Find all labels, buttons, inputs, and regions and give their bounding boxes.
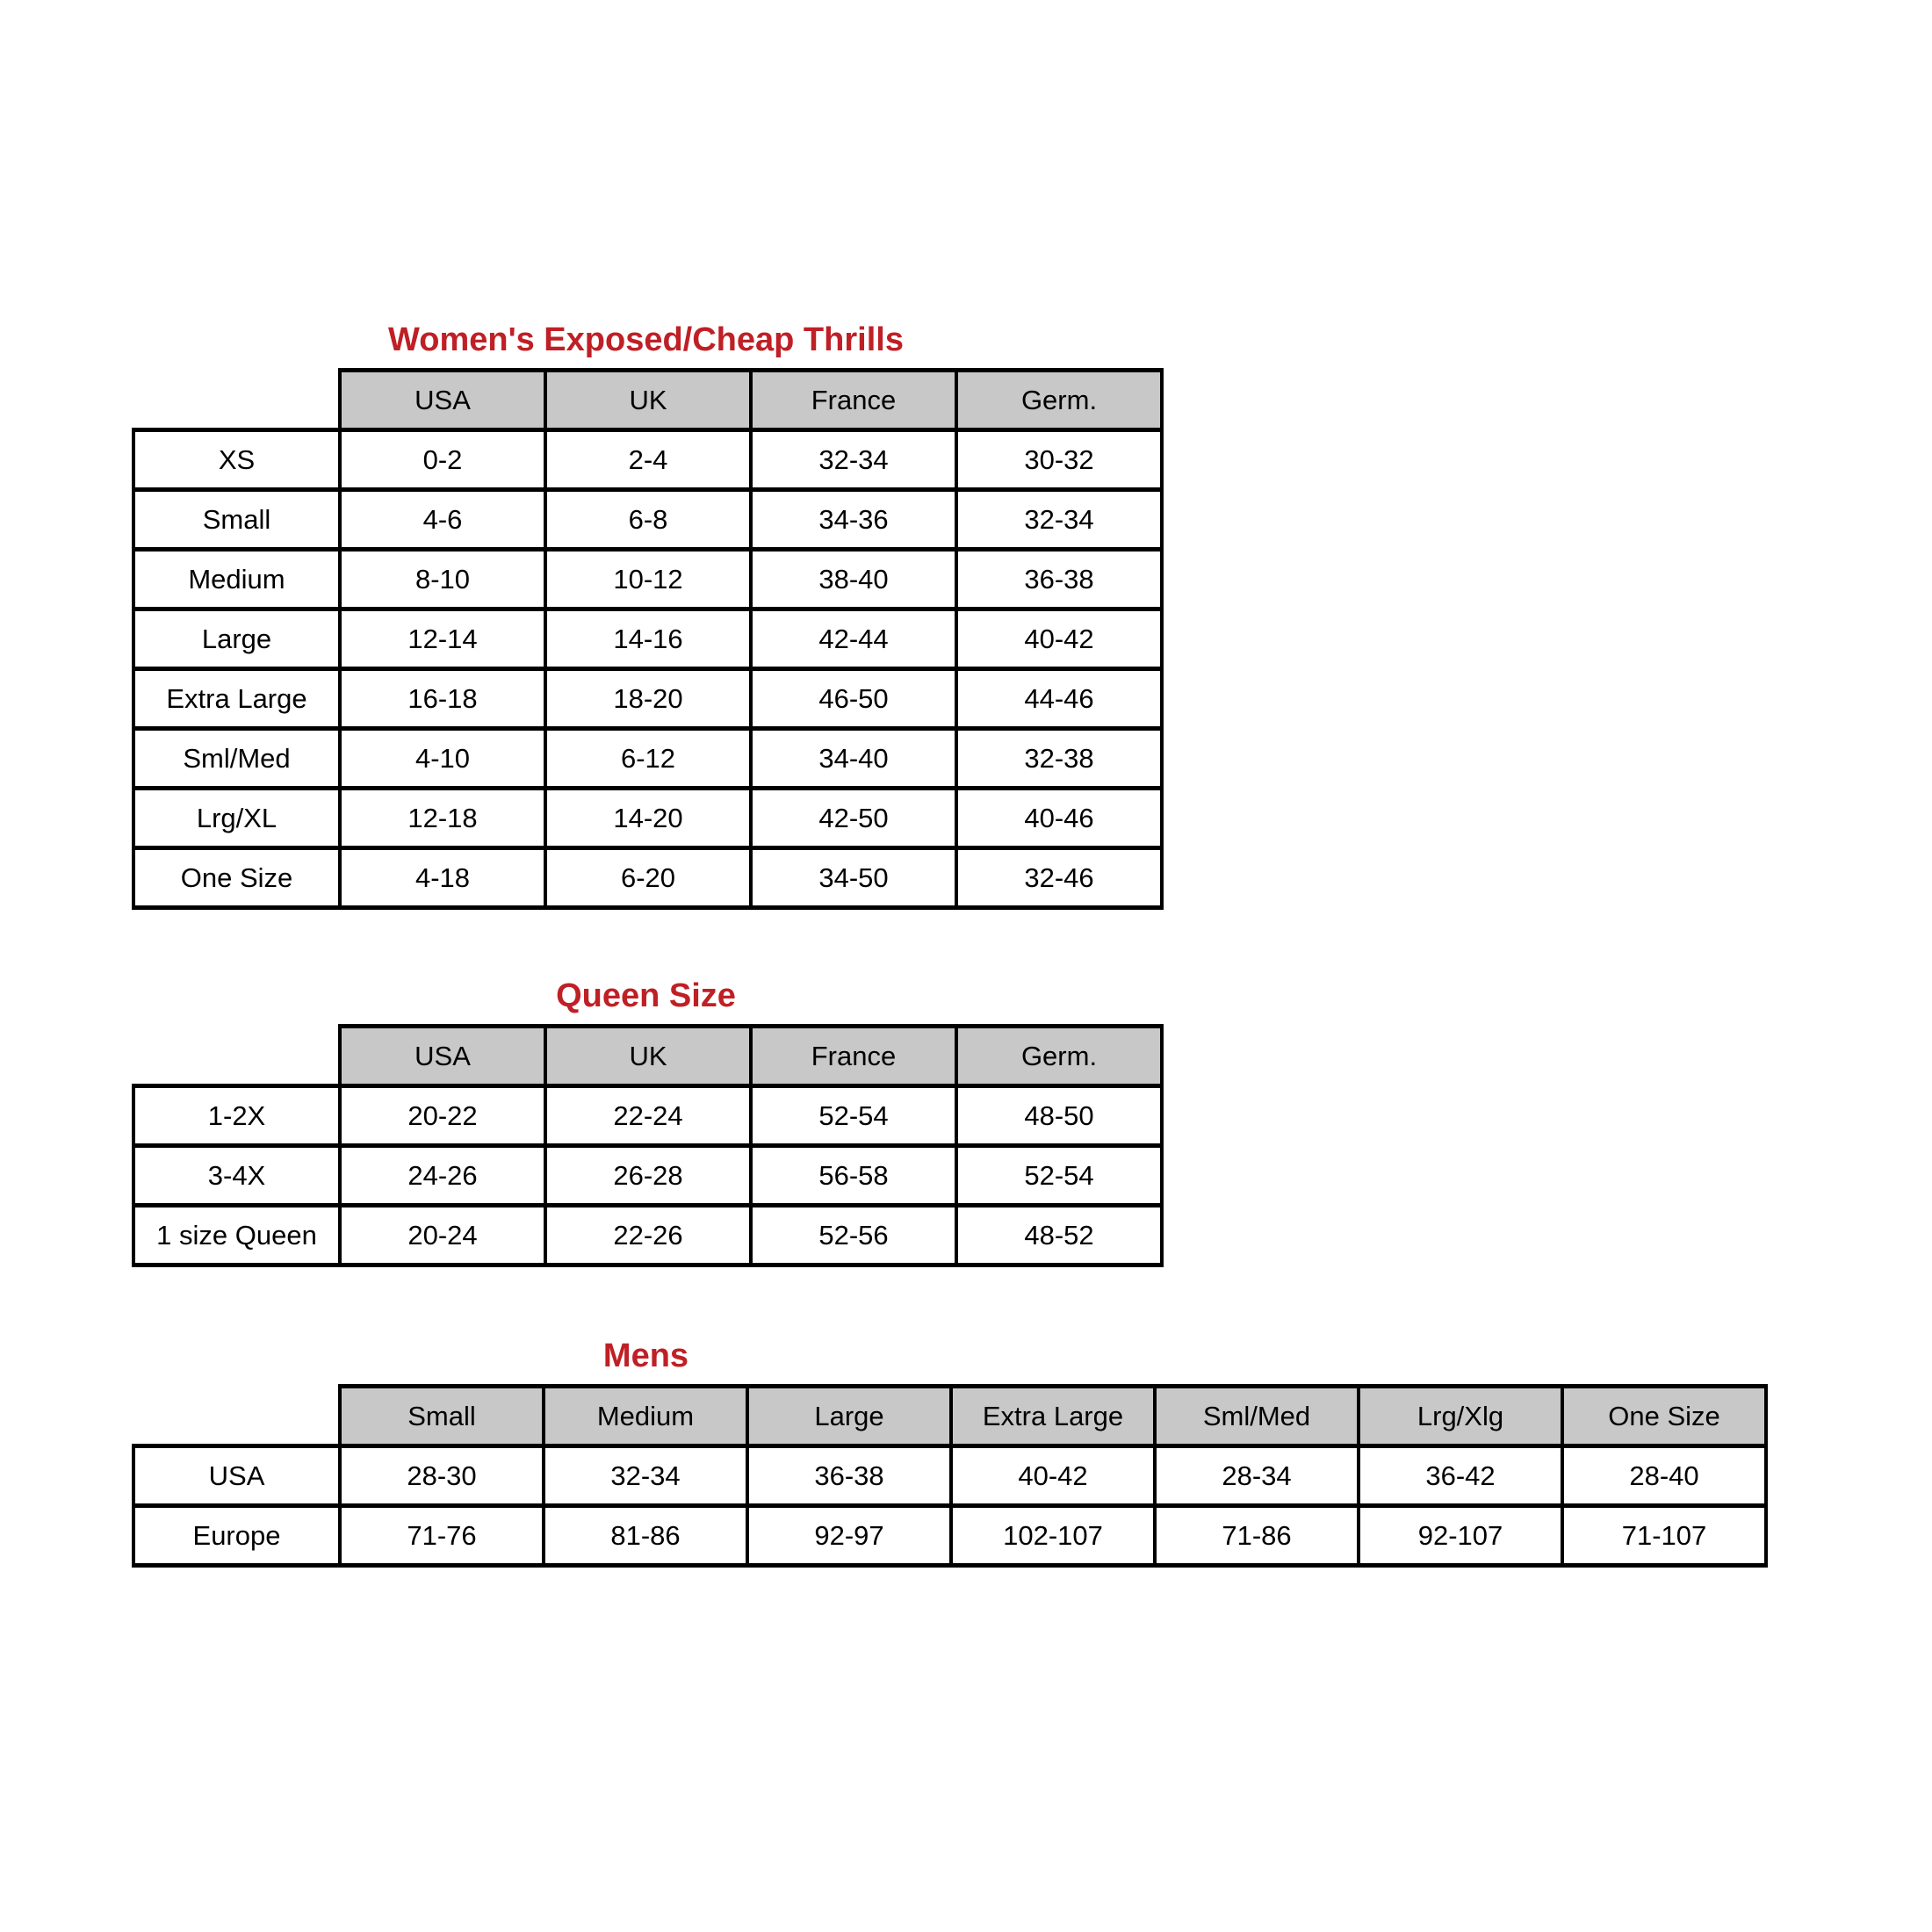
- column-header: Medium: [544, 1387, 747, 1446]
- size-conversion-table: [132, 1384, 1768, 1568]
- size-conversion-table: [132, 1024, 1164, 1267]
- row-label: 3-4X: [133, 1146, 340, 1206]
- size-cell: 42-44: [751, 609, 956, 669]
- size-cell: 52-54: [751, 1086, 956, 1146]
- table-row: [133, 848, 1162, 908]
- row-label: Small: [133, 490, 340, 550]
- size-cell: 14-20: [545, 789, 751, 848]
- column-header: Sml/Med: [1155, 1387, 1359, 1446]
- size-cell: 24-26: [340, 1146, 545, 1206]
- size-cell: 12-14: [340, 609, 545, 669]
- table-row: [133, 1086, 1162, 1146]
- size-cell: 6-8: [545, 490, 751, 550]
- corner-cell: [133, 1027, 340, 1086]
- column-header: Germ.: [956, 371, 1162, 430]
- size-cell: 2-4: [545, 430, 751, 490]
- column-header: France: [751, 371, 956, 430]
- size-cell: 36-38: [956, 550, 1162, 609]
- column-header: Small: [340, 1387, 544, 1446]
- table-row: [133, 430, 1162, 490]
- size-cell: 40-46: [956, 789, 1162, 848]
- row-label: Medium: [133, 550, 340, 609]
- size-cell: 34-50: [751, 848, 956, 908]
- size-cell: 92-97: [747, 1506, 951, 1566]
- size-cell: 48-52: [956, 1206, 1162, 1265]
- header-row: [133, 1027, 1162, 1086]
- size-cell: 102-107: [951, 1506, 1155, 1566]
- size-cell: 4-18: [340, 848, 545, 908]
- size-cell: 4-6: [340, 490, 545, 550]
- size-cell: 46-50: [751, 669, 956, 729]
- size-chart-section: [132, 1337, 1768, 1568]
- size-cell: 38-40: [751, 550, 956, 609]
- table-title: Mens: [602, 1337, 689, 1374]
- column-header: Extra Large: [951, 1387, 1155, 1446]
- column-header: Lrg/Xlg: [1359, 1387, 1562, 1446]
- size-cell: 40-42: [951, 1446, 1155, 1506]
- table-title: Women's Exposed/Cheap Thrills: [388, 321, 904, 358]
- size-cell: 36-42: [1359, 1446, 1562, 1506]
- table-row: [133, 789, 1162, 848]
- size-cell: 32-34: [544, 1446, 747, 1506]
- size-cell: 34-36: [751, 490, 956, 550]
- size-cell: 20-22: [340, 1086, 545, 1146]
- size-cell: 28-40: [1562, 1446, 1766, 1506]
- corner-cell: [133, 371, 340, 430]
- table-row: [133, 729, 1162, 789]
- column-header: Large: [747, 1387, 951, 1446]
- row-label: Lrg/XL: [133, 789, 340, 848]
- column-header: UK: [545, 1027, 751, 1086]
- size-cell: 52-54: [956, 1146, 1162, 1206]
- row-label: 1-2X: [133, 1086, 340, 1146]
- row-label: Europe: [133, 1506, 340, 1566]
- size-cell: 71-86: [1155, 1506, 1359, 1566]
- size-cell: 16-18: [340, 669, 545, 729]
- table-row: [133, 609, 1162, 669]
- size-cell: 32-34: [956, 490, 1162, 550]
- size-cell: 28-34: [1155, 1446, 1359, 1506]
- column-header: USA: [340, 371, 545, 430]
- size-cell: 30-32: [956, 430, 1162, 490]
- size-cell: 18-20: [545, 669, 751, 729]
- row-label: XS: [133, 430, 340, 490]
- size-cell: 6-20: [545, 848, 751, 908]
- table-row: [133, 490, 1162, 550]
- table-row: [133, 1506, 1766, 1566]
- row-label: USA: [133, 1446, 340, 1506]
- size-cell: 92-107: [1359, 1506, 1562, 1566]
- size-chart-section: [132, 977, 1164, 1267]
- size-cell: 71-76: [340, 1506, 544, 1566]
- row-label: Sml/Med: [133, 729, 340, 789]
- row-label: One Size: [133, 848, 340, 908]
- size-conversion-table: [132, 368, 1164, 910]
- column-header: France: [751, 1027, 956, 1086]
- size-chart-section: [132, 321, 1164, 910]
- header-row: [133, 1387, 1766, 1446]
- column-header: UK: [545, 371, 751, 430]
- size-cell: 26-28: [545, 1146, 751, 1206]
- size-cell: 52-56: [751, 1206, 956, 1265]
- row-label: 1 size Queen: [133, 1206, 340, 1265]
- size-cell: 81-86: [544, 1506, 747, 1566]
- size-cell: 34-40: [751, 729, 956, 789]
- size-cell: 14-16: [545, 609, 751, 669]
- size-cell: 28-30: [340, 1446, 544, 1506]
- size-cell: 71-107: [1562, 1506, 1766, 1566]
- size-cell: 22-24: [545, 1086, 751, 1146]
- table-row: [133, 1146, 1162, 1206]
- column-header: Germ.: [956, 1027, 1162, 1086]
- table-row: [133, 550, 1162, 609]
- size-cell: 10-12: [545, 550, 751, 609]
- column-header: One Size: [1562, 1387, 1766, 1446]
- size-cell: 12-18: [340, 789, 545, 848]
- size-cell: 42-50: [751, 789, 956, 848]
- size-cell: 40-42: [956, 609, 1162, 669]
- size-cell: 4-10: [340, 729, 545, 789]
- size-cell: 48-50: [956, 1086, 1162, 1146]
- corner-cell: [133, 1387, 340, 1446]
- table-row: [133, 1446, 1766, 1506]
- size-cell: 0-2: [340, 430, 545, 490]
- table-title: Queen Size: [556, 977, 736, 1014]
- row-label: Extra Large: [133, 669, 340, 729]
- size-cell: 44-46: [956, 669, 1162, 729]
- size-cell: 32-38: [956, 729, 1162, 789]
- column-header: USA: [340, 1027, 545, 1086]
- size-cell: 8-10: [340, 550, 545, 609]
- size-cell: 20-24: [340, 1206, 545, 1265]
- size-cell: 22-26: [545, 1206, 751, 1265]
- header-row: [133, 371, 1162, 430]
- size-cell: 56-58: [751, 1146, 956, 1206]
- size-cell: 32-34: [751, 430, 956, 490]
- table-row: [133, 1206, 1162, 1265]
- size-cell: 6-12: [545, 729, 751, 789]
- table-row: [133, 669, 1162, 729]
- size-cell: 36-38: [747, 1446, 951, 1506]
- size-cell: 32-46: [956, 848, 1162, 908]
- row-label: Large: [133, 609, 340, 669]
